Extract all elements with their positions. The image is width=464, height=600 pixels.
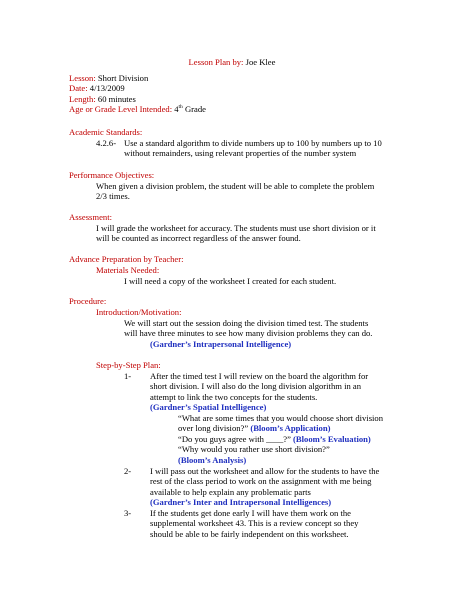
performance-text: [96, 181, 374, 202]
step-line: If the students get done early I will have them work on the: [150, 508, 351, 518]
step-line: I will pass out the worksheet and allow for the students to have the: [150, 466, 380, 476]
step-line: available to help explain any problematic parts: [150, 486, 311, 497]
title-label: Lesson Plan by:: [188, 57, 246, 67]
step-line: should be able to be fairly independent on this worksheet.: [150, 528, 349, 539]
step-line: rest of the class period to work on the assignment with me being: [150, 476, 372, 487]
standard-line: Use a standard algorithm to divide numbers up to 100 by numbers up to 10: [124, 138, 382, 148]
performance-line: 2/3 times.: [96, 191, 130, 202]
grade-sup: th: [178, 104, 183, 111]
page-title: [0, 57, 464, 67]
grade-value: 4: [174, 104, 179, 115]
question-line: “Why would you rather use short division?”: [178, 444, 330, 455]
step-1-questions: [178, 413, 383, 465]
lesson-info: [69, 73, 206, 115]
lesson-row: [69, 73, 206, 83]
standard-text: [124, 138, 382, 159]
step-line: After the timed test I will review on the board the algorithm for: [150, 371, 369, 381]
step-1-text: [150, 371, 368, 402]
grade-suffix: Grade: [182, 104, 206, 115]
performance-line: When given a division problem, the student will be able to complete the problem: [96, 181, 375, 191]
standard-line: without remainders, using relevant properties of the number system: [124, 148, 357, 159]
step-2-text: [150, 466, 379, 508]
bloom-tag: (Bloom’s Evaluation): [293, 433, 371, 444]
question-line: “What are some times that you would choose short division: [178, 413, 384, 423]
assessment-line: will be counted as incorrect regardless of the answer found.: [96, 233, 301, 244]
step-line: short division. I will also do the long division algorithm in an: [150, 381, 362, 392]
academic-heading: Academic Standards:: [69, 127, 143, 137]
intro-gardner-tag: (Gardner’s Intrapersonal Intelligence): [150, 339, 292, 349]
performance-heading: Performance Objectives:: [69, 170, 155, 180]
step-line: attempt to link the two concepts for the students.: [150, 391, 318, 402]
bloom-tag: (Bloom’s Analysis): [178, 454, 247, 465]
question-text: “Do you guys agree with ____?”: [178, 433, 291, 444]
step-line: supplemental worksheet 43. This is a review concept so they: [150, 518, 359, 529]
procedure-heading: Procedure:: [69, 296, 107, 306]
step-2-gardner-tag: (Gardner’s Inter and Intrapersonal Intelligences): [150, 497, 332, 508]
bloom-tag: (Bloom’s Application): [250, 423, 331, 434]
grade-label: Age or Grade Level Intended:: [69, 104, 175, 115]
grade-row: [69, 104, 206, 114]
step-number: 1-: [124, 371, 132, 381]
materials-heading: Materials Needed:: [96, 265, 160, 275]
question-line: [178, 423, 383, 433]
step-3-text: [150, 508, 358, 539]
length-label: Length:: [69, 93, 98, 104]
materials-line: I will need a copy of the worksheet I created for each student.: [124, 276, 337, 286]
date-value: 4/13/2009: [89, 83, 125, 94]
author-name: Joe Klee: [245, 57, 276, 67]
assessment-text: [96, 223, 376, 244]
intro-text: [124, 318, 372, 339]
step-number: 3-: [124, 508, 132, 518]
assessment-heading: Assessment:: [69, 212, 112, 222]
step-number: 2-: [124, 466, 132, 476]
length-row: [69, 94, 206, 104]
question-line: [178, 434, 383, 444]
steps-heading: Step-by-Step Plan:: [96, 360, 161, 370]
intro-line: We will start out the session doing the division timed test. The students: [124, 318, 369, 328]
intro-line: will have three minutes to see how many division problems they can do.: [124, 328, 373, 339]
question-text: over long division?”: [178, 423, 249, 434]
length-value: 60 minutes: [97, 93, 136, 104]
date-row: [69, 83, 206, 93]
intro-heading: Introduction/Motivation:: [96, 307, 182, 317]
lesson-label: Lesson:: [69, 73, 98, 83]
lesson-value: Short Division: [97, 73, 149, 83]
standard-code: 4.2.6-: [96, 138, 117, 148]
assessment-line: I will grade the worksheet for accuracy. The students must use short division or it: [96, 223, 376, 233]
advance-heading: Advance Preparation by Teacher:: [69, 254, 184, 264]
date-label: Date:: [69, 83, 90, 94]
step-1-gardner-tag: (Gardner’s Spatial Intelligence): [150, 402, 267, 412]
